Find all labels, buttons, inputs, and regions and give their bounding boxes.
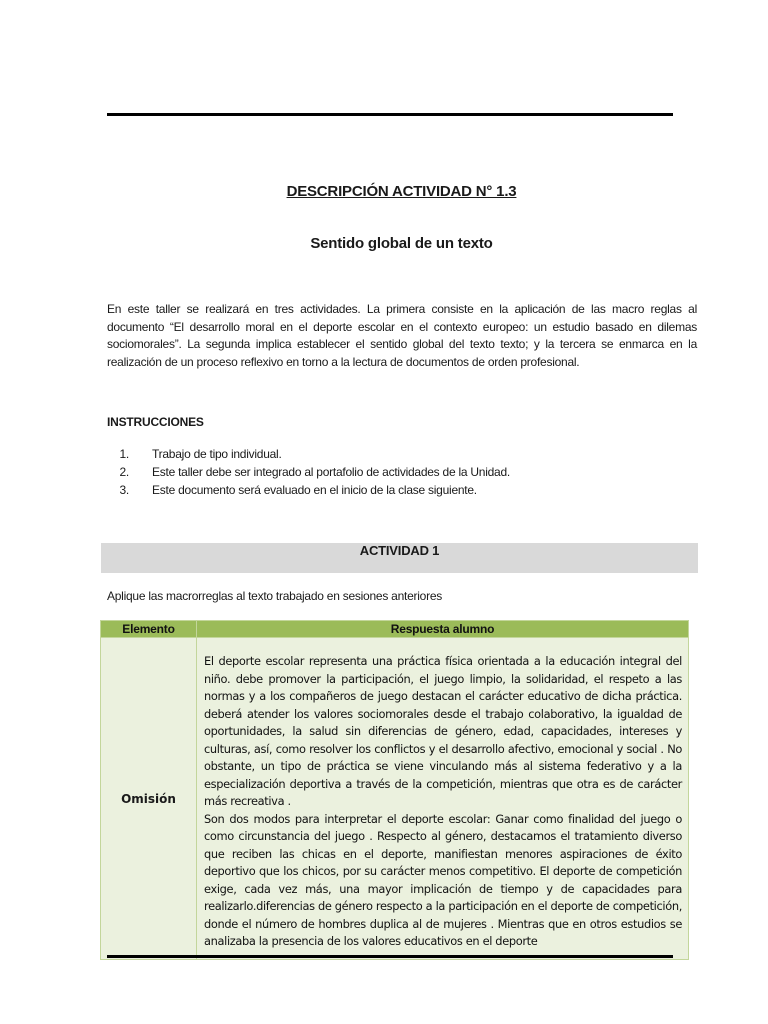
- table-header-row: [101, 621, 689, 638]
- header-respuesta-alumno: Respuesta alumno: [197, 621, 689, 638]
- response-paragraph: El deporte escolar representa una práctica física orientada a la educación integral del niño. debe promover la participación, el juego limpio, la solidaridad, el respeto a las normas y a los compañeros de juego destacan el carácter educativo de dicha práctica. deberá atender los valores sociomorales desde el trabajo colaborativo, la igualdad de oportunidades, la salud sin diferencias de género, edad, capacidades, intereses y culturas, así, como resolver los conflictos y el desarrollo afectivo, emocional y social . No obstante, un tipo de práctica se viene vinculando más al sistema federativo y a la especialización deportiva a través de la competición, mientras que otra es de carácter más recreativa .: [204, 654, 682, 808]
- instruction-item: [107, 463, 510, 481]
- document-subtitle: Sentido global de un texto: [310, 235, 493, 252]
- element-cell: Omisión: [101, 638, 197, 960]
- instruction-number: 2.: [119, 465, 129, 479]
- response-cell[interactable]: [197, 638, 689, 960]
- bottom-divider: [107, 955, 673, 958]
- instructions-list: [107, 445, 510, 499]
- activity-instruction: Aplique las macrorreglas al texto trabajado en sesiones anteriores: [107, 589, 443, 603]
- table-row: [101, 638, 689, 960]
- activity-heading: ACTIVIDAD 1: [359, 543, 440, 558]
- instruction-item: [107, 445, 510, 463]
- activity-header-band: [101, 543, 698, 573]
- response-text: [197, 638, 688, 959]
- instruction-text: Este taller debe ser integrado al portafolio de actividades de la Unidad.: [152, 465, 510, 479]
- instruction-item: [107, 481, 510, 499]
- document-title: DESCRIPCIÓN ACTIVIDAD N° 1.3: [286, 183, 517, 200]
- instruction-text: Trabajo de tipo individual.: [152, 447, 282, 461]
- instruction-number: 1.: [119, 447, 129, 461]
- intro-paragraph: En este taller se realizará en tres actividades. La primera consiste en la aplicación de las macro reglas al documento “El desarrollo moral en el deporte escolar en el contexto europeo: un estudio basado en dilemas sociomorales”. La segunda implica establecer el sentido global del texto texto; y la tercera se enmarca en la realización de un proceso reflexivo en torno a la lectura de documentos de orden profesional.: [107, 302, 697, 369]
- top-divider: [107, 113, 673, 116]
- response-paragraph: Son dos modos para interpretar el deporte escolar: Ganar como finalidad del juego o como circunstancia del juego . Respecto al género, destacamos el tratamiento diverso que reciben las chicas en el deporte, manifiestan menores aspiraciones de éxito deportivo que los chicos, por su carácter menos competitivo. El deporte de competición exige, cada vez más, una mayor implicación de tiempo y de capacidades para realizarlo.diferencias de género respecto a la participación en el deporte de competición, donde el número de hombres duplica al de mujeres . Mientras que en otros estudios se analizaba la presencia de los valores educativos en el deporte: [204, 811, 682, 948]
- response-table: [100, 620, 689, 960]
- instruction-number: 3.: [119, 483, 129, 497]
- instructions-heading: INSTRUCCIONES: [107, 415, 204, 429]
- instruction-text: Este documento será evaluado en el inicio de la clase siguiente.: [152, 483, 477, 497]
- header-elemento: Elemento: [101, 621, 197, 638]
